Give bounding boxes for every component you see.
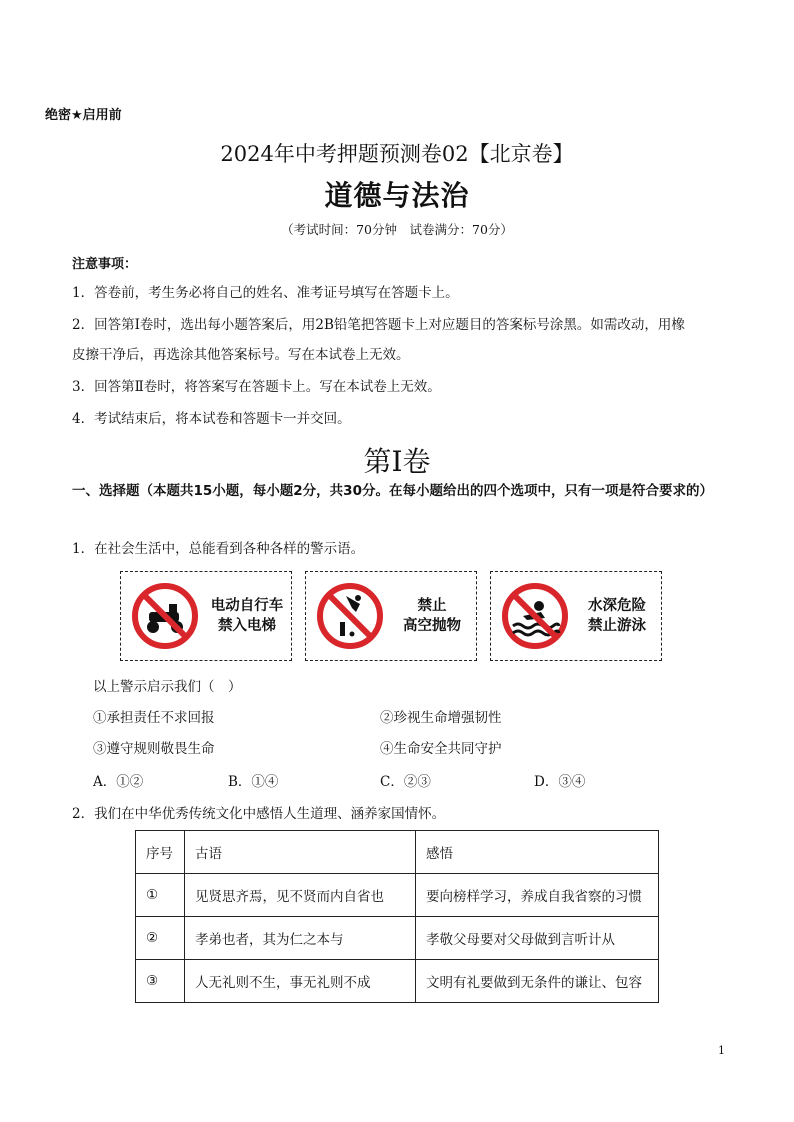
q1-statement-3: ③遵守规则敬畏生命 — [93, 741, 215, 757]
table-header: 序号 — [136, 831, 185, 874]
table-cell: 孝弟也者，其为仁之本与 — [185, 917, 416, 960]
sign-swimming-line2: 禁止游泳 — [588, 618, 646, 634]
warning-sign-ebike — [120, 571, 292, 661]
q1-option-c: C．②③ — [380, 774, 431, 790]
notice-item-2-cont: 皮擦干净后，再选涂其他答案标号。写在本试卷上无效。 — [72, 347, 410, 363]
table-row — [136, 917, 659, 960]
notice-item-2: 2．回答第Ⅰ卷时，选出每小题答案后，用2B铅笔把答题卡上对应题目的答案标号涂黑。如需改动，用橡 — [72, 317, 685, 333]
confidential-label: 绝密★启用前 — [45, 108, 122, 123]
table-cell: 孝敬父母要对父母做到言听计从 — [416, 917, 659, 960]
table-cell: ① — [136, 874, 185, 917]
q1-stem: 1．在社会生活中，总能看到各种各样的警示语。 — [72, 541, 365, 557]
q1-statement-1: ①承担责任不求回报 — [93, 710, 215, 726]
part-title: 第Ⅰ卷 — [363, 445, 431, 478]
no-swimming-icon — [501, 582, 569, 650]
table-cell: 要向榜样学习，养成自我省察的习惯 — [416, 874, 659, 917]
no-throwing-icon — [316, 582, 384, 650]
table-cell: ② — [136, 917, 185, 960]
warning-sign-throwing — [305, 571, 477, 661]
q1-option-b: B．①④ — [228, 774, 279, 790]
q1-option-d: D．③④ — [534, 774, 586, 790]
subject-title: 道德与法治 — [324, 179, 470, 212]
warning-sign-swimming — [490, 571, 662, 661]
table-row — [136, 960, 659, 1003]
notice-heading: 注意事项： — [72, 257, 138, 272]
notice-item-4: 4．考试结束后，将本试卷和答题卡一并交回。 — [72, 411, 351, 427]
sign-ebike-line1: 电动自行车 — [210, 598, 284, 614]
time-info: （考试时间：70分钟 试卷满分：70分） — [281, 222, 513, 237]
exam-title: 2024年中考押题预测卷02【北京卷】 — [220, 142, 574, 166]
q2-stem: 2．我们在中华优秀传统文化中感悟人生道理、涵养家国情怀。 — [72, 806, 446, 822]
table-cell: 文明有礼要做到无条件的谦让、包容 — [416, 960, 659, 1003]
section-heading: 一、选择题（本题共15小题，每小题2分，共30分。在每小题给出的四个选项中，只有一项是符合要求的） — [72, 483, 713, 499]
table-cell: ③ — [136, 960, 185, 1003]
notice-item-3: 3．回答第Ⅱ卷时，将答案写在答题卡上。写在本试卷上无效。 — [72, 379, 441, 395]
sign-swimming-line1: 水深危险 — [588, 598, 646, 614]
table-cell: 见贤思齐焉，见不贤而内自省也 — [185, 874, 416, 917]
sign-throwing-line1: 禁止 — [417, 598, 447, 614]
q1-statement-2: ②珍视生命增强韧性 — [380, 710, 502, 726]
sign-ebike-line2: 禁入电梯 — [218, 618, 276, 634]
proverb-table — [135, 830, 659, 1003]
table-row — [136, 874, 659, 917]
q1-statement-4: ④生命安全共同守护 — [380, 741, 502, 757]
page-number: 1 — [718, 1044, 725, 1057]
no-ebike-icon — [131, 582, 199, 650]
q1-prompt: 以上警示启示我们（ ） — [93, 679, 242, 695]
sign-throwing-line2: 高空抛物 — [403, 618, 461, 634]
table-cell: 人无礼则不生，事无礼则不成 — [185, 960, 416, 1003]
notice-item-1: 1．答卷前，考生务必将自己的姓名、准考证号填写在答题卡上。 — [72, 285, 459, 301]
table-header: 感悟 — [416, 831, 659, 874]
q1-option-a: A．①② — [93, 774, 144, 790]
table-header: 古语 — [185, 831, 416, 874]
table-header-row — [136, 831, 659, 874]
